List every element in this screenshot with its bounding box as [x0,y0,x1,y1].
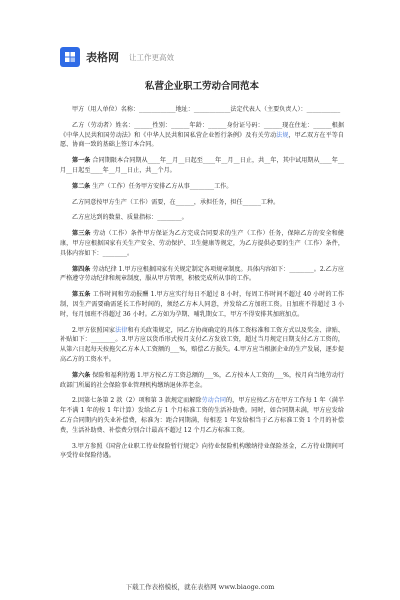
clause-2-paragraph: 乙方同意按甲方生产（工作）需要，在______，承担任务，担任______工种。 [72,198,280,206]
regulations-link[interactable]: 法规 [276,131,289,139]
party-a-info: 甲方（用人单位）名称：____________地址：____________法定代表人（主要负责人）：___________ [72,106,341,113]
clause-2: 第二条 生产（工作）任务甲方安排乙方从事________工作。 [72,182,233,190]
clause-6-paragraph: 2.因第七条第 2 款（2）项和第 3 款规定而解除劳动合同的，甲方应按乙方在甲方工作每 1 年（满半年不满 1 年的按 1 年计算）发给乙方 1 个月标准工资的生活补助费。同时，如合同期未满，甲方应发给乙方合同期内的失业补偿费，标准为：距合同期满，每相差 1 年发给相当于乙方标准工资 1 个月的补偿费，生活补助费、补偿费分别合计最高不超过 12 个月乙方标准工资。 [60,397,344,434]
clause-label: 第六条 [72,371,91,379]
clause-label: 第二条 [72,182,91,190]
clause-4: 第四条 劳动纪律 1.甲方应根据国家有关规定制定各项规章制度。具体内容如下：________。2.乙方应严格遵守劳动纪律和规章制度，服从甲方管理，积极完成所从事的工作。 [60,265,344,283]
document-title: 私营企业职工劳动合同范本 [144,81,259,92]
clause-2-paragraph: 乙方应达到的数量、质量指标：________。 [72,214,188,222]
party-b-info: 乙方（劳动者）姓名：______性别：______年龄：______身份证号码：______现在住址：______根据《中华人民共和国劳动法》和《中华人民共和国私营企业暂行条例》及有关劳动法规，甲乙双方在平等自愿、协商一致的基础上签订本合同。 [60,121,345,149]
clause-label: 第一条 [72,157,91,165]
clause-label: 第五条 [72,291,91,299]
clause-label: 第四条 [72,265,91,273]
clause-label: 第三条 [72,230,91,238]
clause-1: 第一条 合同期限本合同期从____年__月__日起至____年__月__日止，共__年，其中试用期从____年__月__日起至____年__月__日止，共__个月。 [60,157,345,174]
brand-name: 表格网 [86,51,119,64]
site-header [60,46,174,68]
brand-tagline: 让工作更高效 [129,52,174,62]
clause-5: 第五条 工作时间和劳动报酬 1.甲方应实行每日不超过 8 小时，每周工作时间不超过 40 小时的工作制，因生产需要确需延长工作时间的，须经乙方本人同意，并发给乙方加班工资。日加班不得超过 3 小时，每月加班不得超过 36 小时。乙方如为孕期、哺乳期女工，甲方不得安排其加班加点。 [60,291,344,318]
clause-3: 第三条 劳动（工作）条件甲方保证为乙方完成合同要求的生产（工作）任务，保障乙方的安全和健康，甲方应根据国家有关生产安全、劳动保护、卫生健康等规定，为乙方提供必要的生产（工作）条件，具体内容如下：________。 [60,230,345,257]
logo-icon [60,47,80,67]
contract-document [60,78,344,467]
download-footer: 下载工作表格模板，就在表格网 www.biaoge.com [125,583,275,591]
clause-6: 第六条 保险和福利待遇 1.甲方按乙方工资总额的___%，乙方按本人工资的___%，按月向当地劳动行政部门所属的社会保险事业管理机构缴纳退休养老金。 [60,371,344,389]
clause-5-paragraph: 2.甲方依照国家法律和有关政策规定，同乙方协商确定的具体工资标准和工资方式以及奖金、津贴、补贴如下：________。3.甲方应以货币形式按月支付乙方发放工资，超过当月规定日期支付乙方工资的，从第六日起每天按拖欠乙方本人工资额的___%，赔偿乙方损失。4.甲方应当根据企业的生产发展，逐步提高乙方的工资水平。 [60,326,345,363]
clause-6-paragraph: 3.甲方参照《国营企业职工待业保险暂行规定》向待业保险机构缴纳待业保险基金，乙方待业期间可享受待业保险待遇。 [60,442,344,460]
labor-contract-link[interactable]: 劳动合同 [201,397,226,405]
law-link[interactable]: 法律 [115,326,128,334]
